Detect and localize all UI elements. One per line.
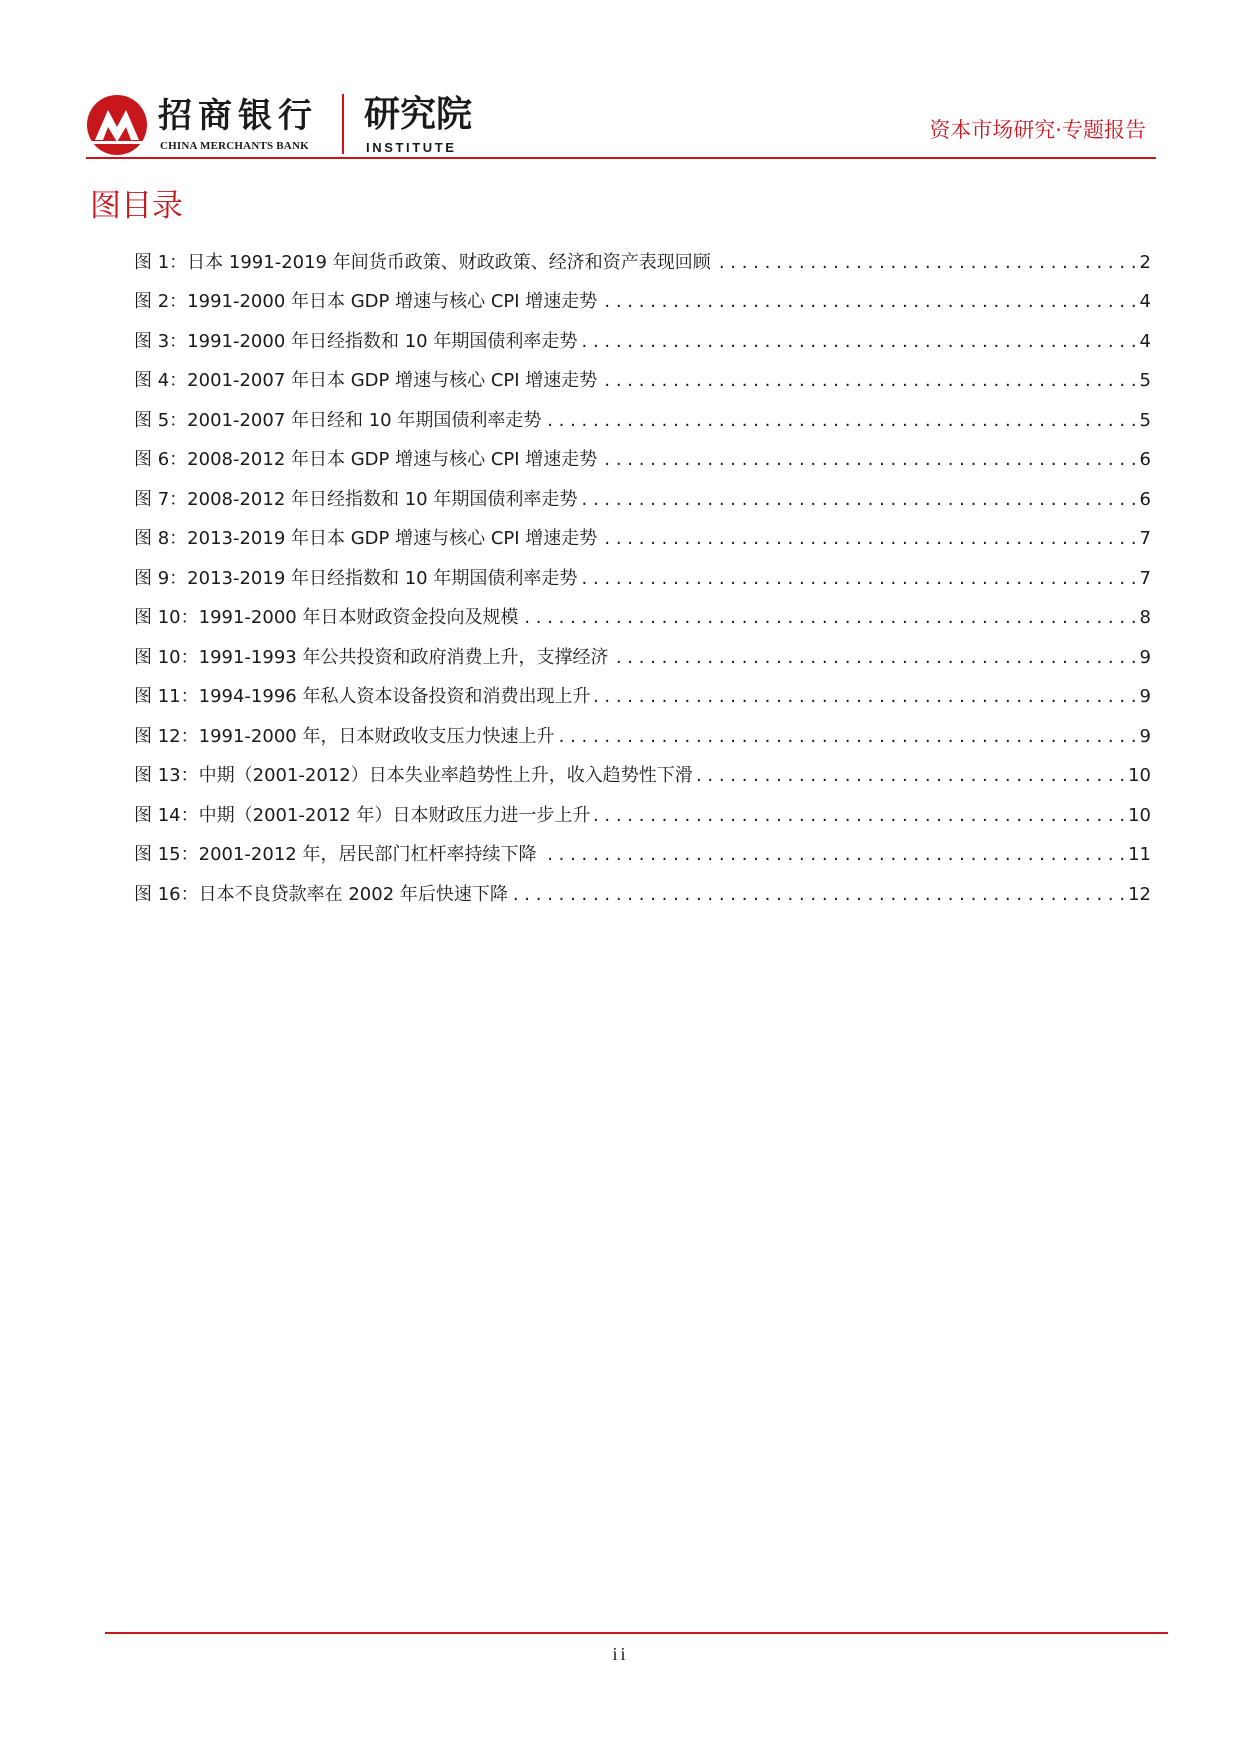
toc-entry[interactable] (134, 554, 1151, 594)
toc-entry-page: 6 (1139, 488, 1151, 510)
toc-leader-dots (581, 485, 1136, 515)
toc-leader-dots (540, 840, 1125, 870)
toc-entry-label: 图 15：2001-2012 年，居民部门杠杆率持续下降 (134, 844, 537, 865)
toc-leader-dots (601, 287, 1136, 317)
toc-entry-page: 6 (1139, 449, 1151, 470)
toc-entry-label: 图 7：2008-2012 年日经指数和 10 年期国债利率走势 (134, 488, 578, 510)
toc-leader-dots (522, 603, 1136, 633)
toc-entry[interactable] (134, 278, 1151, 318)
toc-entry-page: 9 (1139, 686, 1151, 707)
toc-leader-dots (601, 366, 1136, 396)
toc-entry-page: 4 (1139, 330, 1151, 352)
toc-entry-page: 7 (1139, 528, 1151, 549)
page-header (86, 90, 1156, 158)
toc-entry[interactable] (134, 357, 1151, 397)
toc-entry-label: 图 9：2013-2019 年日经指数和 10 年期国债利率走势 (134, 567, 578, 589)
toc-entry-page: 10 (1128, 765, 1151, 786)
header-rule (86, 157, 1156, 159)
toc-leader-dots (612, 643, 1136, 673)
page-number: ii (612, 1644, 629, 1664)
bank-name-cn: 招商银行 (158, 96, 318, 136)
toc-entry[interactable] (134, 396, 1151, 436)
toc-entry[interactable] (134, 515, 1151, 555)
toc-entry-page: 2 (1139, 251, 1151, 273)
toc-entry-label: 图 16：日本不良贷款率在 2002 年后快速下降 (134, 883, 508, 905)
toc-entry[interactable] (134, 317, 1151, 357)
toc-leader-dots (697, 761, 1125, 791)
toc-entry[interactable] (134, 475, 1151, 515)
footer-rule (105, 1632, 1168, 1634)
institute-name-en: INSTITUTE (366, 140, 457, 155)
toc-entry-label: 图 3：1991-2000 年日经指数和 10 年期国债利率走势 (134, 330, 578, 352)
toc-entry-page: 12 (1128, 883, 1151, 905)
cmb-logo-icon (86, 94, 148, 156)
toc-entry-label: 图 1：日本 1991-2019 年间货币政策、财政政策、经济和资产表现回顾 (134, 251, 711, 273)
toc-entry-label: 图 13：中期（2001-2012）日本失业率趋势性上升，收入趋势性下滑 (134, 765, 693, 786)
toc-entry-page: 5 (1139, 409, 1151, 431)
institute-name-cn: 研究院 (364, 94, 473, 135)
bank-name-en: CHINA MERCHANTS BANK (160, 140, 309, 152)
toc-entry-page: 10 (1128, 804, 1151, 826)
toc-leader-dots (594, 682, 1136, 712)
toc-entry[interactable] (134, 791, 1151, 831)
toc-leader-dots (715, 248, 1137, 278)
toc-entry-label: 图 14：中期（2001-2012 年）日本财政压力进一步上升 (134, 804, 591, 826)
toc-entry-page: 4 (1139, 291, 1151, 312)
toc-entry-page: 11 (1128, 844, 1151, 865)
toc-leader-dots (601, 524, 1136, 554)
toc-entry-label: 图 11：1994-1996 年私人资本设备投资和消费出现上升 (134, 686, 591, 707)
toc-entry-label: 图 5：2001-2007 年日经和 10 年期国债利率走势 (134, 409, 542, 431)
logo-divider (342, 94, 344, 154)
toc-entry[interactable] (134, 831, 1151, 871)
toc-entry[interactable] (134, 752, 1151, 792)
toc-entry-label: 图 12：1991-2000 年，日本财政收支压力快速上升 (134, 725, 555, 747)
toc-leader-dots (601, 445, 1136, 475)
toc-entry-label: 图 6：2008-2012 年日本 GDP 增速与核心 CPI 增速走势 (134, 449, 598, 470)
toc-entry-label: 图 8：2013-2019 年日本 GDP 增速与核心 CPI 增速走势 (134, 528, 598, 549)
toc-leader-dots (512, 880, 1125, 910)
toc-leader-dots (581, 327, 1136, 357)
toc-leader-dots (594, 801, 1125, 831)
figure-toc-list (134, 238, 1151, 910)
toc-title: 图目录 (90, 188, 183, 224)
toc-leader-dots (545, 406, 1136, 436)
toc-entry-page: 9 (1139, 725, 1151, 747)
report-type: 资本市场研究·专题报告 (929, 118, 1146, 142)
toc-entry[interactable] (134, 712, 1151, 752)
toc-entry[interactable] (134, 633, 1151, 673)
toc-entry[interactable] (134, 436, 1151, 476)
toc-leader-dots (581, 564, 1136, 594)
toc-entry-label: 图 10：1991-2000 年日本财政资金投向及规模 (134, 607, 519, 628)
toc-entry-page: 5 (1139, 370, 1151, 391)
toc-entry-label: 图 4：2001-2007 年日本 GDP 增速与核心 CPI 增速走势 (134, 370, 598, 391)
toc-entry-label: 图 10：1991-1993 年公共投资和政府消费上升，支撑经济 (134, 646, 609, 668)
toc-entry-page: 8 (1139, 607, 1151, 628)
toc-entry[interactable] (134, 673, 1151, 713)
toc-entry[interactable] (134, 870, 1151, 910)
toc-entry[interactable] (134, 594, 1151, 634)
toc-entry-page: 7 (1139, 567, 1151, 589)
toc-leader-dots (558, 722, 1136, 752)
toc-entry-label: 图 2：1991-2000 年日本 GDP 增速与核心 CPI 增速走势 (134, 291, 598, 312)
toc-entry[interactable] (134, 238, 1151, 278)
toc-entry-page: 9 (1139, 646, 1151, 668)
